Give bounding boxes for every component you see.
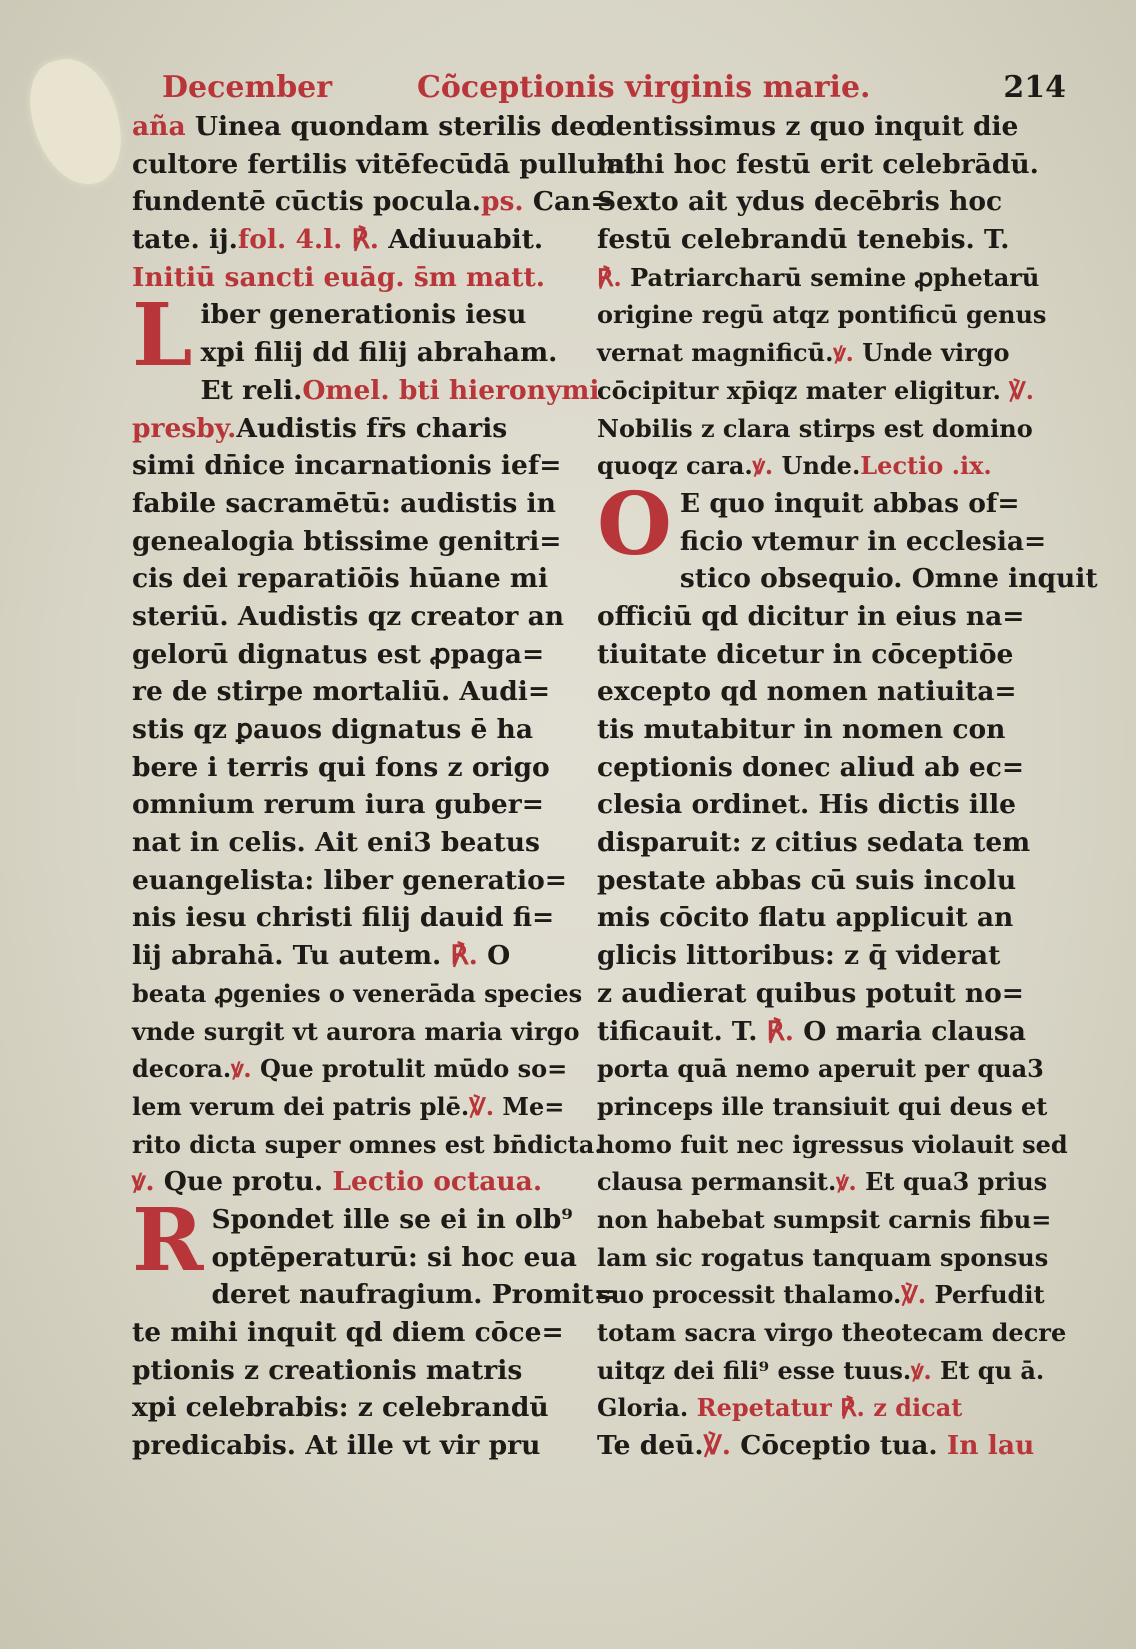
line-text: euangelista: liber generatio=: [132, 864, 567, 896]
text-line: [132, 636, 572, 674]
line-text: bere i terris qui fons z origo: [132, 751, 550, 783]
text-line: [597, 108, 1037, 146]
line-text: Gloria.: [597, 1393, 689, 1423]
line-text: beata ꝓgenies o venerāda species: [132, 978, 583, 1008]
text-line: [597, 1163, 1048, 1201]
line-text: stico obsequio. Omne inquit: [679, 563, 1098, 595]
line-text: xpi celebrabis: z celebrandū: [132, 1392, 549, 1424]
text-line: [132, 410, 572, 448]
rubric-text: ꝟ.: [132, 1166, 155, 1198]
line-text: mis cōcito flatu applicuit an: [597, 902, 1014, 934]
text-line: [132, 749, 572, 787]
text-line: [132, 1126, 603, 1164]
line-text: uitqz dei fili⁹ esse tuus.: [597, 1355, 912, 1385]
line-text: tiuitate dicetur in cōceptiōe: [597, 638, 1014, 670]
line-text: festū celebrandū tenebis. T.: [597, 224, 1010, 256]
text-line: [597, 1276, 1045, 1314]
rubric-text: ꝟ.: [231, 1054, 252, 1084]
line-text: Perfudit: [926, 1280, 1045, 1310]
line-text: ptionis z creationis matris: [132, 1354, 523, 1386]
text-line: [132, 523, 572, 561]
line-text: suo processit thalamo.: [597, 1280, 902, 1310]
text-line: [132, 824, 572, 862]
left-text-column: [132, 108, 637, 1465]
text-line: [597, 598, 1037, 636]
rubric-text: ℣.: [1000, 375, 1034, 405]
line-text: Que protu.: [154, 1166, 324, 1198]
text-line: [132, 334, 572, 372]
text-line: [132, 1050, 572, 1088]
line-text: dentissimus z quo inquit die: [597, 111, 1019, 142]
text-line: [597, 786, 1037, 824]
rubric-text: Initiū sancti euāg. s̄m matt.: [132, 261, 545, 293]
right-text-column: [597, 108, 1098, 1465]
line-text: iber generationis iesu: [200, 299, 527, 331]
line-text: cultore fertilis vitēfecūdā pullulat: [132, 148, 637, 180]
text-line: [132, 1088, 572, 1126]
rubric-text: In lau: [937, 1430, 1035, 1462]
line-text: re de stirpe mortaliū. Audi=: [132, 676, 551, 708]
line-text: glicis littoribus: z q̄ viderat: [597, 940, 1001, 972]
text-line: [597, 372, 1037, 410]
rubric-text: ℟.: [441, 940, 478, 972]
rubric-text: ℟.: [597, 262, 622, 292]
line-text: totam sacra virgo theotecam decre: [597, 1318, 1067, 1347]
rubric-text: Omel. bti hieronymi: [302, 374, 600, 406]
line-text: lij abrahā. Tu autem.: [132, 940, 442, 972]
line-text: Et reli.: [200, 374, 303, 406]
line-text: predicabis. At ille vt vir pru: [132, 1430, 541, 1462]
text-line: [597, 1126, 1068, 1164]
text-line: [597, 636, 1037, 674]
folio-number: 214: [1003, 70, 1066, 105]
line-text: Que protulit mūdo so=: [251, 1054, 568, 1084]
line-text: lem verum dei patris plē.: [132, 1091, 470, 1121]
text-line: [597, 937, 1037, 975]
running-header: [162, 66, 1066, 110]
line-text: O maria clausa: [794, 1015, 1026, 1047]
text-line: [132, 183, 613, 221]
text-line: [132, 899, 572, 937]
line-text: gelorū dignatus est ꝓpaga=: [132, 638, 545, 670]
rubric-text: ꝟ.: [836, 1167, 857, 1197]
rubric-text: presby.: [132, 412, 237, 444]
line-text: deret naufragium. Promit=: [211, 1279, 616, 1311]
line-text: optēperaturū: si hoc eua: [211, 1241, 577, 1273]
text-line: [597, 334, 1037, 372]
text-line: [597, 1050, 1044, 1088]
line-text: clausa permansit.: [597, 1167, 837, 1197]
line-text: tis mutabitur in nomen con: [597, 714, 1006, 745]
text-line: [597, 749, 1037, 787]
rubric-text: fol. 4.l. ℟.: [237, 224, 379, 256]
text-line: [132, 108, 604, 146]
rubric-text: Lectio octaua.: [323, 1166, 543, 1198]
text-line: [132, 259, 572, 297]
text-line: [597, 1389, 1037, 1427]
text-line: [597, 296, 1047, 334]
text-line: [597, 1314, 1067, 1352]
text-line: [597, 1201, 1052, 1239]
text-line: [597, 899, 1037, 937]
text-line: [132, 711, 572, 749]
line-text: mihi hoc festū erit celebrādū.: [597, 148, 1039, 180]
initial-capital: R: [132, 1189, 204, 1291]
text-line: [597, 410, 1037, 448]
text-line: [597, 824, 1037, 862]
line-text: z audierat quibus potuit no=: [597, 977, 1024, 1009]
rubric-text: aña: [132, 111, 186, 142]
line-text: genealogia btissime genitri=: [132, 525, 562, 557]
line-text: origine regū atqz pontificū genus: [597, 300, 1047, 330]
text-line: [132, 447, 572, 485]
line-text: Spondet ille se ei in olb⁹: [211, 1203, 573, 1235]
line-text: fundentē cūctis pocula.: [132, 186, 481, 218]
text-line: [597, 447, 1037, 485]
rubric-text: ꝟ.: [752, 451, 774, 481]
line-text: O: [477, 940, 511, 972]
line-text: vernat magnificū.: [597, 338, 834, 368]
text-line: [597, 1352, 1045, 1390]
line-text: officiū qd dicitur in eius na=: [597, 600, 1025, 632]
line-text: pestate abbas cū suis incolu: [597, 864, 1017, 896]
text-line: [132, 1013, 580, 1051]
text-line: [132, 673, 572, 711]
line-text: tate. ij.: [132, 224, 238, 256]
text-line: [132, 1314, 572, 1352]
text-line: [132, 937, 572, 975]
line-text: Et qu ā.: [931, 1355, 1045, 1385]
line-text: Unde.: [773, 451, 861, 481]
text-line: [132, 1352, 572, 1390]
line-text: quoqz cara.: [597, 451, 753, 481]
line-text: vnde surgit vt aurora maria virgo: [132, 1016, 580, 1046]
text-line: [597, 1013, 1037, 1051]
rubric-text: ℣.: [901, 1280, 927, 1310]
line-text: ceptionis donec aliud ab ec=: [597, 751, 1025, 783]
line-text: xpi filij dd filij abraham.: [200, 337, 558, 369]
rubric-text: ℣.: [469, 1091, 495, 1121]
line-text: princeps ille transiuit qui deus et: [597, 1091, 1048, 1121]
text-line: [132, 1163, 572, 1201]
text-line: [597, 862, 1037, 900]
rubric-text: ps.: [480, 186, 524, 218]
line-text: E quo inquit abbas of=: [679, 487, 1020, 519]
line-text: stis qz ꝑauos dignatus ē ha: [132, 714, 533, 745]
text-line: [597, 975, 1037, 1013]
line-text: porta quā nemo aperuit per qua3: [597, 1054, 1044, 1084]
line-text: Patriarcharū semine ꝓphetarū: [621, 262, 1040, 292]
text-line: [597, 711, 1037, 749]
line-text: Unde virgo: [853, 338, 1010, 368]
text-line: [132, 485, 572, 523]
header-title: Cõceptionis virginis marie.: [417, 70, 871, 105]
line-text: lam sic rogatus tanquam sponsus: [597, 1242, 1049, 1272]
line-text: Adiuuabit.: [379, 224, 544, 256]
text-line: [132, 1427, 572, 1465]
line-text: clesia ordinet. His dictis ille: [597, 789, 1016, 821]
header-month: December: [162, 70, 333, 105]
text-line: [597, 183, 1037, 221]
line-text: nat in celis. Ait eni3 beatus: [132, 827, 540, 859]
text-line: [597, 1088, 1048, 1126]
initial-capital: O: [597, 473, 672, 575]
line-text: fabile sacramētū: audistis in: [132, 487, 556, 519]
text-line: [597, 146, 1037, 184]
rubric-text: Repetatur ℟. z dicat: [688, 1393, 963, 1423]
text-line: [597, 221, 1037, 259]
line-text: Uinea quondam sterilis deo: [185, 111, 604, 142]
line-text: nis iesu christi filij dauid fi=: [132, 902, 555, 934]
line-text: excepto qd nomen natiuita=: [597, 676, 1017, 708]
rubric-text: ℟.: [757, 1015, 795, 1047]
line-text: omnium rerum iura guber=: [132, 789, 544, 821]
text-line: [597, 1239, 1049, 1277]
text-line: [132, 372, 600, 410]
line-text: cōcipitur xp̄iqz mater eligitur.: [597, 375, 1001, 405]
line-text: non habebat sumpsit carnis fibu=: [597, 1204, 1052, 1234]
line-text: steriū. Audistis qz creator an: [132, 600, 565, 632]
text-line: [132, 560, 572, 598]
initial-capital: L: [132, 285, 193, 387]
line-text: Te deū.: [597, 1430, 704, 1462]
line-text: Nobilis z clara stirps est domino: [597, 413, 1033, 443]
text-line: [132, 786, 572, 824]
rubric-text: ꝟ.: [911, 1355, 932, 1385]
text-line: [132, 1389, 572, 1427]
text-line: [597, 673, 1037, 711]
text-line: [132, 975, 583, 1013]
line-text: Me=: [494, 1091, 565, 1121]
text-line: [132, 598, 572, 636]
line-text: Audistis fr̄s charis: [236, 412, 508, 444]
line-text: rito dicta super omnes est bn̄dicta.: [132, 1129, 603, 1159]
line-text: decora.: [132, 1054, 232, 1084]
text-line: [597, 259, 1040, 297]
line-text: homo fuit nec igressus violauit sed: [597, 1129, 1068, 1159]
line-text: disparuit: z citius sedata tem: [597, 827, 1031, 859]
rubric-text: ꝟ.: [833, 338, 854, 368]
paper-stain: [22, 51, 131, 194]
text-line: [132, 862, 572, 900]
line-text: te mihi inquit qd diem cōce=: [132, 1317, 564, 1348]
line-text: Cōceptio tua.: [731, 1430, 938, 1462]
text-line: [132, 146, 637, 184]
rubric-text: ℣.: [703, 1430, 732, 1462]
line-text: Can=: [523, 186, 613, 218]
line-text: Sexto ait ydus decēbris hoc: [597, 186, 1003, 218]
rubric-text: Lectio .ix.: [860, 451, 992, 481]
text-line: [132, 221, 572, 259]
line-text: simi dn̄ice incarnationis ief=: [132, 450, 562, 482]
line-text: tificauit. T.: [597, 1015, 758, 1047]
text-line: [597, 1427, 1037, 1465]
line-text: cis dei reparatiōis hūane mi: [132, 563, 549, 595]
line-text: Et qua3 prius: [856, 1167, 1048, 1197]
line-text: ficio vtemur in ecclesia=: [679, 525, 1047, 557]
